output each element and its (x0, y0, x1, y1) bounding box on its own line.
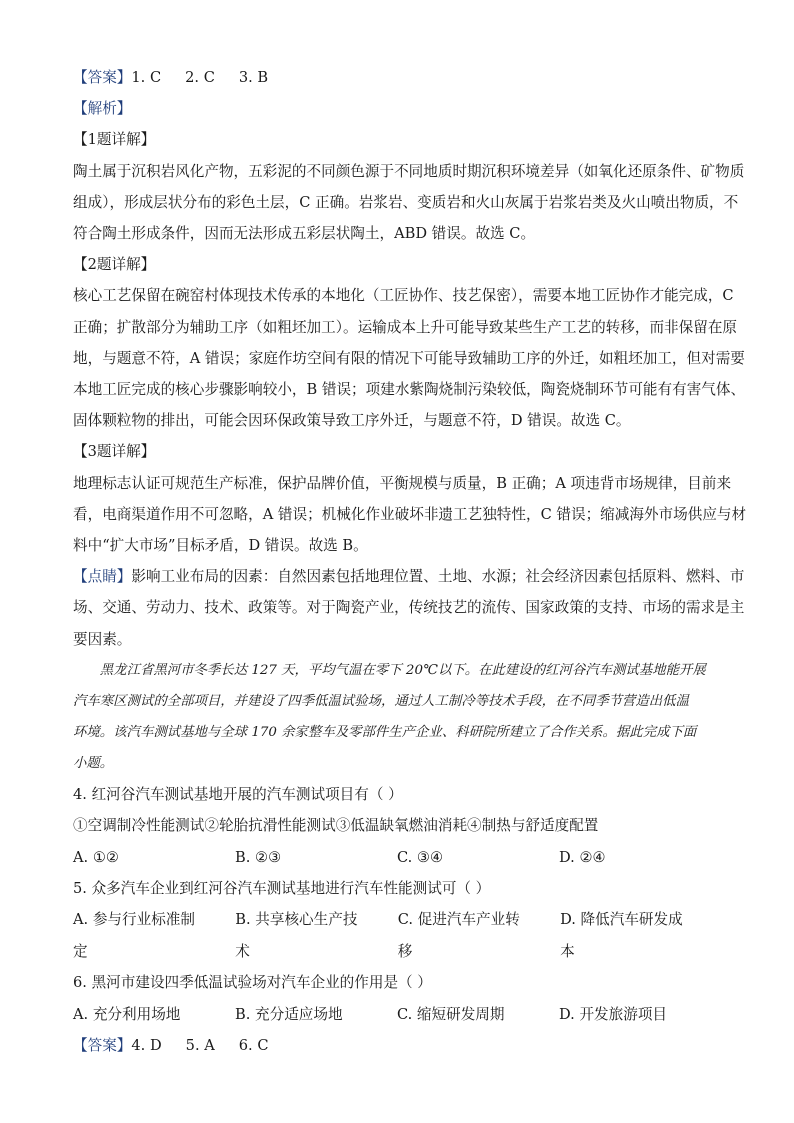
option-d: D. 降低汽车研发成本 (560, 911, 683, 960)
note-text: 场、交通、劳动力、技术、政策等。对于陶瓷产业，传统技艺的流传、国家政策的支持、市场的需求是主 (73, 599, 745, 617)
answer-tag: 【答案】 (73, 69, 132, 86)
q2-detail-text: 本地工匠完成的核心步骤影响较小，B 错误；项建水紫陶烧制污染较低，陶瓷烧制环节可能有有害气体、 (73, 381, 746, 399)
option-b: B. 共享核心生产技术 (235, 911, 358, 960)
q2-detail-text: 正确；扩散部分为辅助工序（如粗坯加工）。运输成本上升可能导致某些生产工艺的转移，而非保留在原 (73, 318, 738, 336)
q3-detail-title: 【3题详解】 (73, 443, 156, 461)
option-a: A. ①② (73, 848, 119, 866)
q3-detail-text: 地理标志认证可规范生产标准，保护品牌价值，平衡规模与质量，B 正确；A 项违背市场规律，目前来 (73, 474, 732, 492)
q2-detail-title: 【2题详解】 (73, 256, 156, 274)
answer-item: 2. C (185, 69, 215, 86)
note-text: 影响工业布局的因素：自然因素包括地理位置、土地、水源；社会经济因素包括原料、燃料、市 (131, 568, 745, 586)
option-d: D. 开发旅游项目 (559, 1005, 668, 1023)
q2-detail-text: 核心工艺保留在碗窑村体现技术传承的本地化（工匠协作、技艺保密），需要本地工匠协作才能完成，C (73, 287, 734, 305)
option-b: B. ②③ (235, 848, 282, 866)
note-text: 要因素。 (73, 630, 132, 648)
option-a: A. 充分利用场地 (73, 1005, 181, 1023)
answer-item: 3. B (238, 69, 269, 86)
question-5-stem: 5. 众多汽车企业到红河谷汽车测试基地进行汽车性能测试可（ ） (73, 880, 491, 898)
question-6-stem: 6. 黑河市建设四季低温试验场对汽车企业的作用是（ ） (73, 974, 432, 992)
passage-line: 汽车寒区测试的全部项目，并建设了四季低温试验场，通过人工制冷等技术手段，在不同季节营造出低温 (73, 693, 689, 709)
note-line (73, 561, 745, 592)
question-6-options (73, 999, 723, 1030)
question-5-options (73, 904, 723, 967)
q2-detail-text: 地，与题意不符，A 错误；家庭作坊空间有限的情况下可能导致辅助工序的外迁，如粗坯加工，但对需要 (73, 349, 745, 367)
answer-line-2 (73, 1030, 723, 1061)
question-4-options (73, 842, 723, 873)
passage-line: 环境。该汽车测试基地与全球 170 余家整车及零部件生产企业、科研院所建立了合作关系。据此完成下面 (73, 724, 697, 740)
analysis-tag: 【解析】 (73, 100, 132, 118)
answer-item: 4. D (131, 1037, 162, 1055)
q3-detail-text: 料中“扩大市场”目标矛盾，D 错误。故选 B。 (73, 537, 368, 555)
q1-detail-title: 【1题详解】 (73, 131, 156, 149)
passage-line: 黑龙江省黑河市冬季长达 127 天，平均气温在零下 20℃以下。在此建设的红河谷汽车测试基地能开展 (99, 662, 706, 678)
q2-detail-text: 固体颗粒物的排出，可能会因环保政策导致工序外迁，与题意不符，D 错误。故选 C。 (73, 412, 631, 430)
answer-line-1 (73, 62, 723, 93)
document-page (73, 62, 747, 1061)
note-tag: 【点睛】 (73, 568, 132, 586)
option-b: B. 充分适应场地 (235, 1005, 343, 1023)
answer-tag: 【答案】 (73, 1037, 132, 1055)
question-4-stem: 4. 红河谷汽车测试基地开展的汽车测试项目有（ ） (73, 785, 403, 803)
option-d: D. ②④ (559, 848, 606, 866)
answer-item: 5. A (185, 1037, 215, 1055)
option-c: C. 促进汽车产业转移 (397, 911, 520, 960)
reading-passage (73, 655, 723, 779)
option-c: C. ③④ (397, 848, 444, 866)
q1-detail-text: 符合陶土形成条件，因而无法形成五彩层状陶土，ABD 错误。故选 C。 (73, 225, 536, 243)
passage-line: 小题。 (73, 755, 114, 771)
q1-detail-text: 组成），形成层状分布的彩色土层，C 正确。岩浆岩、变质岩和火山灰属于岩浆岩类及火山喷出物质，不 (73, 193, 739, 211)
q1-detail-text: 陶土属于沉积岩风化产物，五彩泥的不同颜色源于不同地质时期沉积环境差异（如氧化还原条件、矿物质 (73, 162, 745, 180)
answer-item: 6. C (238, 1037, 269, 1055)
option-a: A. 参与行业标准制定 (73, 911, 195, 960)
option-c: C. 缩短研发周期 (397, 1005, 505, 1023)
question-4-extra: ①空调制冷性能测试②轮胎抗滑性能测试③低温缺氧燃油消耗④制热与舒适度配置 (73, 817, 599, 835)
q3-detail-text: 看，电商渠道作用不可忽略，A 错误；机械化作业破坏非遗工艺独特性，C 错误；缩减海外市场供应与材 (73, 505, 747, 523)
answer-item: 1. C (131, 69, 162, 86)
